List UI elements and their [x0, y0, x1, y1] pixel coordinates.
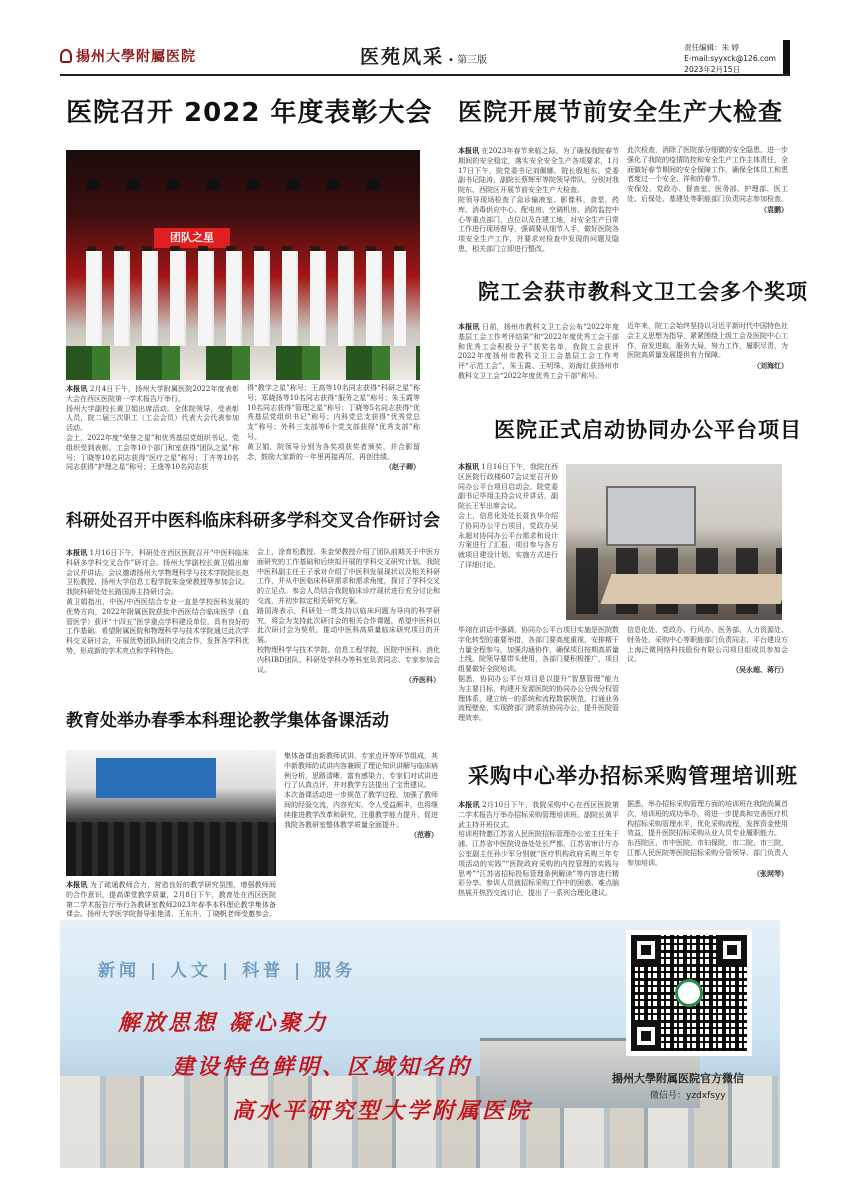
lecture-hall-photo: [66, 750, 276, 876]
paragraph: 据悉，举办招标采购管理方面的培训班在我院尚属首次，培训班的成功举办，将进一步提高和完善医疗机构招标采购管理水平，优化采购流程，发挥资金使用效益，提升医院招标采购从业人员专业履职能力。: [627, 800, 788, 838]
byline: （吴永超、蒋行）: [732, 665, 788, 675]
article-award: [66, 92, 433, 129]
paragraph: 据悉，协同办公平台项目是以提升“智慧管理”能力为主要目标，构建开发源医院的协同办公分级分权管理体系，建立统一的系统和流程数据规范，打通业务流程壁垒，实现跨部门跨系统协同办公，提升医院管理效率。: [458, 674, 619, 723]
paragraph: 黄卫娟指出，中医/中西医结合专业一直是学校医科发展的优势方向，2022年附属医院获批中西医结合临床医学（血管医学）获评“十四五”医学重点学科建设单位，具有良好的工作基础。希望附属医院和物理科学与技术学院通过此次学科交叉研讨会，开展优势团队间的交流合作，发挥各学科优势，形成新的学术亮点和学科特色。: [66, 597, 249, 655]
hospital-emblem-icon: [675, 979, 703, 1007]
hospital-logo: 揚州大學附屬医院: [60, 46, 196, 66]
paragraph: 会上，2022年度“荣誉之星”和优秀基层党组织书记、党组织受到表彰。工会等10个部门和室获得“团队之星”称号；丁晓等10名同志获得“医疗之星”称号；丁卉等10名同志获得“护理之星”称号；王逸等10名同志获: [66, 433, 239, 472]
paragraph: 院领导现场检查了急诊输液室、影像科、食堂、药库、消毒供应中心、配电房、空调机房、消防监控中心等重点部门，点位以及在建工地，对安全生产日常工作进行现场督导，强调要从细节入手，做好医院各项安全生产工作，并要求对检查中发现的问题及隐患，相关部门立即进行整改。: [458, 195, 619, 253]
union-body: [458, 322, 788, 382]
article-union: [478, 276, 808, 306]
slogan-line-1: 解放思想 凝心聚力: [118, 1010, 329, 1036]
byline: （乔医科）: [405, 675, 440, 685]
safety-body: [458, 146, 788, 255]
editor-email: E-mail:syyxck@126.com: [684, 54, 776, 63]
photo-banner: 团队之星: [154, 228, 230, 248]
qr-finder-icon: [717, 935, 747, 965]
paragraph: 安保处、党政办、督查室、医务部、护理部、医工处、后保处、基建处等职能部门负责同志参加检查。: [627, 185, 788, 203]
procurement-body: [458, 800, 788, 910]
paragraph: 得“教学之星”称号；王高等10名同志获得“科研之星”称号；郑晓扬等10名同志获得“服务之星”称号；朱玉霞等10名同志获得“管理之星”称号；丁晓等5名同志获得“优秀基层党组织书记”称号；内科党总支获得“优秀党总支”称号；外科三支部等6个党支部获得“优秀支部”称号。: [247, 384, 420, 441]
wechat-title: 揚州大學附属医院官方微信: [612, 1072, 744, 1085]
article-safety: [458, 92, 788, 127]
article-research: [66, 506, 446, 531]
article-procurement: [468, 760, 798, 790]
qr-finder-icon: [631, 1021, 661, 1051]
promo-tags: 新闻 | 人文 | 科普 | 服务: [98, 961, 357, 981]
header-rule: [60, 74, 790, 76]
hall-screen: [96, 758, 216, 798]
byline: （张网琴）: [753, 868, 788, 878]
editor-name: 责任编辑：朱 婷: [684, 43, 740, 52]
awardees-group: [86, 251, 406, 346]
article-headline: 医院正式启动协同办公平台项目: [494, 418, 802, 442]
paragraph: 路国涛表示，科研处一贯支持以临床问题为导向的科学研究，将会为支持此次研讨会的相关合作课题，希望中医科以此次研讨会为契机，推动中医科高质量临床研究项目的开展。: [257, 606, 440, 645]
paragraph: 信息化处、党政办、行风办、医务部、人力资源处、财务处、采购中心等职能部门负责同志、平台建设方上海泛微网络科技股份有限公司项目组成员参加会议。: [627, 626, 788, 664]
article-headline: 教育处举办春季本科理论教学集体备课活动: [66, 711, 389, 731]
editor-info: [684, 42, 776, 75]
paragraph: 培训班特邀江苏省人民医院招标管理办公室主任朱于浦、江苏省中医院设备处处长严都，江苏省审计厅办公室副主任孙少军分别就“医疗机构政府采购三年专项活动的实践”“医院政府采购的内控管理的实践与思考”“江苏省招标投标管理条例解读”等内容进行精彩分享。参训人员就招标采购工作中的困惑、难点脑热展开热烈交流讨论，提出了一系列合理化建议。: [458, 830, 619, 898]
award-body: [66, 384, 420, 473]
paragraph: 本报讯 1月16日下午，科研处在西区医院召开“中医科临床科研多学科交叉合作”研讨会。扬州大学副校长黄卫娟出席会议并讲话。会议邀请扬州大学物理科学与技术学院院长赵卫松教授、扬州大学信息工程学院朱金荣教授等参加会议。我院科研处处长路国涛主持研讨会。: [66, 548, 249, 597]
section-title: 医苑风采 • 第三版: [360, 46, 488, 68]
meeting-table: [601, 574, 782, 604]
qr-finder-icon: [631, 935, 661, 965]
paragraph: 本次备课活动进一步规范了教学过程，加强了教师间的经验交流，内容充实，令人受益颇丰，也将继续推进教学改革和研究，注重教学能力提升，促进我院各教研室整体教学质量全面提升。: [284, 791, 438, 829]
article-headline: 科研处召开中医科临床科研多学科交叉合作研讨会: [66, 511, 440, 531]
award-ceremony-photo: [66, 150, 420, 380]
paragraph: 本报讯 2月10日下午，我院采购中心在西区医院第二学术报告厅举办招标采购管理培训班。副院长黄平武主持开班仪式。: [458, 800, 620, 829]
paragraph: 会上，信息化处处长聂良华介绍了协同办公平台项目，党政办吴永超对协同办公平台需求和设计方案进行了汇报，项目参与各方就项目建设计划、实施方式进行了详细讨论。: [458, 511, 558, 569]
paragraph: 本报讯 在2023年春节来临之际，为了确保我院春节期间的安全稳定，落实安全安全生产各项要求，1月17日下午，院党委书记刘佩娜、院长殷旭东、党委副书记陆涛，副院长蔡辉军等院领导带队，分别对我院东、西院区开展节前安全生产大检查。: [458, 146, 619, 195]
paragraph: 东西院区、市中医院、市妇保院、市二院、市三院、江都人民医院等医院招标采购分管领导、部门负责人参加培训。: [627, 839, 788, 867]
paragraph: 近年来，院工会始终坚持以习近平新时代中国特色社会主义思想为指导，紧紧围绕上级工会及医院中心工作，奋发进取，服务大局，努力工作，履职尽责，为医院高质量发展提供有力保障。: [627, 322, 788, 360]
teaching-body-right: [284, 752, 438, 912]
article-headline: 采购中心举办招标采购管理培训班: [468, 764, 798, 788]
stage-plants: [66, 346, 420, 380]
paragraph: 本报讯 1月16日下午，我院在西区医院行政楼607会议室召开协同办公平台项目启动会。院党委副书记毕翊主持会议并讲话，副院长王军出席会议。: [458, 462, 558, 511]
edition-label: • 第三版: [448, 55, 488, 66]
paragraph: 毕翊在讲话中强调，协同办公平台项目实施是医院数字化转型的重要举措，各部门要高度重视，安排精干力量全程参与，加强沟通协作，确保项目按期高质量上线。院领导要带头使用，各部门要积极推广，项目组要做好全院培训。: [458, 626, 619, 674]
byline: （赵子卿）: [385, 462, 420, 472]
wechat-qr-code[interactable]: [626, 930, 752, 1056]
paragraph: 此次检查，消除了医院部分细微的安全隐患，进一步强化了我院的疫情防控和安全生产工作主体责任，全面做好春节期间的安全保障工作，确保全体员工和患者度过一个安全、祥和的春节。: [627, 146, 788, 184]
slogan-line-2: 建设特色鲜明、区域知名的: [172, 1054, 473, 1080]
article-headline: 院工会获市教科文卫工会多个奖项: [478, 280, 808, 304]
masthead: [60, 40, 790, 74]
promo-banner: [60, 920, 780, 1168]
paragraph: 集体备课由新教师试讲、专家点评等环节组成，其中新教师的试讲内容兼顾了理论知识讲解与临床病例分析，思路清晰，富有感染力，专家们对试讲进行了认真点评，并对教学方法提出了宝贵建议。: [284, 752, 438, 790]
presentation-screen: [606, 486, 696, 546]
hospital-emblem-icon: [60, 49, 72, 63]
paragraph: 黄卫娟，院领导分别为各奖项获奖者颁奖，并合影留念，鼓励大家新的一年里再接再厉，再创佳绩。: [247, 442, 420, 461]
research-body: [66, 548, 440, 685]
masthead-bar: [783, 40, 790, 74]
meeting-photo: [566, 464, 782, 620]
paragraph: 本报讯 日前，扬州市教科文卫工会公布“2022年度基层工会工作考评结果”和“2022年度优秀工会干部和优秀工会积极分子”获奖名单，我院工会获评2022年度扬州市教科文卫工会基层工会工作考评“示范工会”，朱玉霞、王明珠、刘海红获扬州市教科文卫工会“2022年度优秀工会干部”称号。: [458, 322, 619, 380]
paragraph: 本报讯 为了疏通教师合力，营造良好的教学研究氛围，增强教师间的合作意识，提高课堂教学质量，2月8日下午，教育处在西区医院第二学术报告厅举行各教研室教师2023年春季本科理论教学集体备课会。扬州大学医学院督导张艳清、王东升、丁晓帆老师受邀参会。: [66, 880, 276, 919]
issue-date: 2023年2月15日: [684, 65, 741, 74]
article-oa: [494, 414, 802, 444]
paragraph: 本报讯 2月4日下午，扬州大学附属医院2022年度表彰大会在西区医院第一学术报告厅举行。: [66, 384, 239, 403]
paragraph: 校物理科学与技术学院、信息工程学院，医院中医科、消化内科IBD团队、科研处学科办等科室负责同志、专家参加会议。: [257, 645, 440, 674]
audience-seats: [66, 822, 276, 876]
slogan-line-3: 高水平研究型大学附属医院: [232, 1098, 533, 1124]
article-headline: 医院召开 2022 年度表彰大会: [66, 98, 433, 128]
wechat-id: 微信号：yzdxfsyy: [650, 1091, 726, 1101]
paragraph: 扬州大学副校长黄卫娟出席活动。全体院领导，受表彰人员，院二届三次职工（工会会员）代表大会代表参加活动。: [66, 404, 239, 433]
byline: （刘海红）: [753, 361, 788, 371]
oa-body-narrow: [458, 462, 558, 571]
article-headline: 医院开展节前安全生产大检查: [458, 98, 783, 126]
article-teaching: [66, 706, 446, 731]
oa-body: [458, 626, 788, 724]
byline: （袁鹏）: [760, 204, 788, 214]
paragraph: 会上，涂育松教授、朱金荣教授介绍了团队前期关于中医方面研究的工作基础和后续拟开展的学科交叉研究计划。我院中医科副主任王子承对介绍了中医科发展现状以及相关科研工作，并从中医临床科研需求和需求角度，探讨了学科交叉的立足点。参会人员结合我院临床诊疗现状进行充分讨论和交流，并初步拟定相关研究方案。: [257, 548, 440, 605]
stage-lights: [86, 180, 386, 190]
byline: （范蓉）: [410, 830, 438, 840]
